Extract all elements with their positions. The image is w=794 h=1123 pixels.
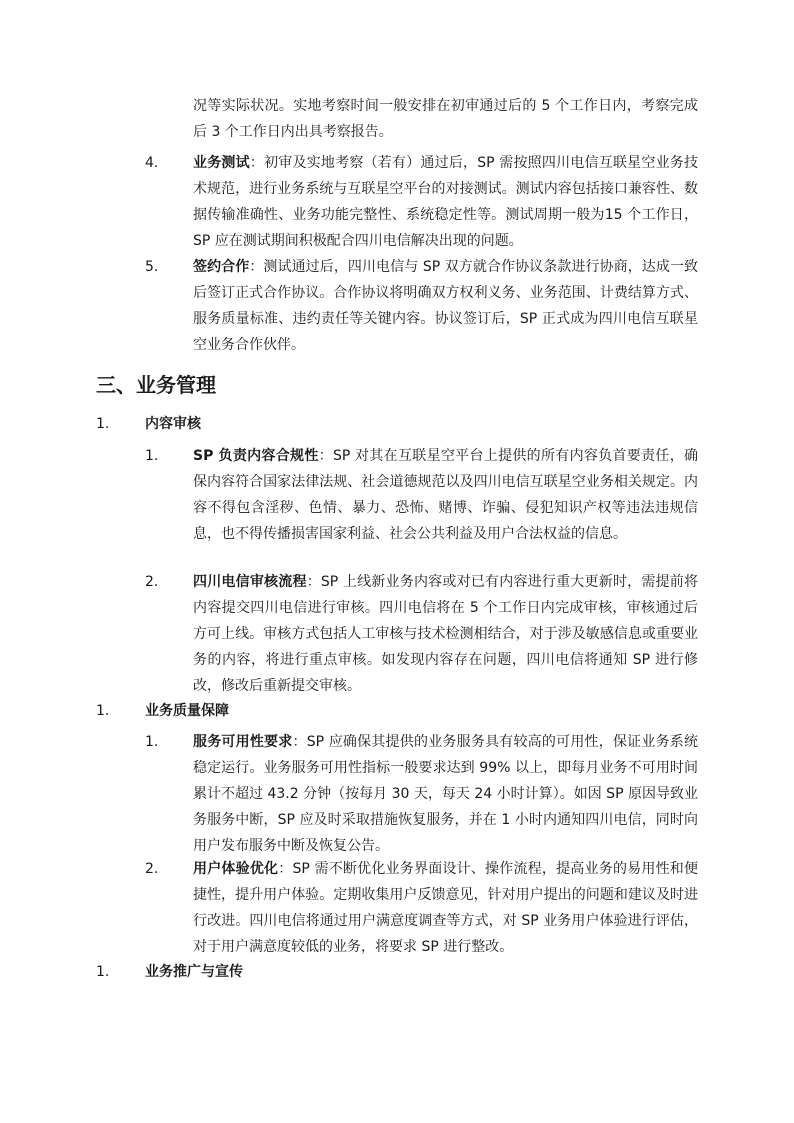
item-text: SP 对其在互联星空平台上提供的所有内容负首要责任，确保内容符合国家法律法规、社会道德规范以及四川电信互联星空业务相关规定。内容不得包含淫秽、色情、暴力、恐怖、赌博、诈骗、侵犯知识产权等违法违规信息，也不得传播损害国家利益、社会公共利益及用户合法权益的信息。 [193, 448, 699, 542]
item-separator: ： [306, 574, 321, 590]
item-paragraph [193, 729, 698, 859]
subsection-number: 1. [96, 416, 110, 432]
item-title: 服务可用性要求 [193, 734, 293, 750]
subsection-number: 1. [96, 703, 110, 719]
item-paragraph [193, 443, 698, 547]
item-title: 用户体验优化 [193, 861, 279, 877]
step-number: 5. [145, 259, 159, 275]
item-separator: ： [318, 448, 333, 464]
subsection-title: 业务质量保障 [145, 703, 229, 719]
item-number: 1. [145, 734, 159, 750]
step-paragraph [193, 150, 698, 254]
item-text: SP 需不断优化业务界面设计、操作流程，提高业务的易用性和便捷性，提升用户体验。定期收集用户反馈意见，针对用户提出的问题和建议及时进行改进。四川电信将通过用户满意度调查等方式，对 SP 业务用户体验进行评估，对于用户满意度较低的业务，将要求 SP 进行整改。 [193, 861, 699, 955]
subsection-title: 内容审核 [145, 416, 201, 432]
step-title: 签约合作 [193, 259, 250, 275]
item-title: 四川电信审核流程 [193, 574, 307, 590]
step-number: 4. [145, 155, 159, 171]
item-separator: ： [278, 861, 293, 877]
step-text: 测试通过后，四川电信与 SP 双方就合作协议条款进行协商，达成一致后签订正式合作协议。合作协议将明确双方权利义务、业务范围、计费结算方式、服务质量标准、违约责任等关键内容。协议签订后，SP 正式成为四川电信互联星空业务合作伙伴。 [193, 259, 699, 353]
continuation-paragraph: 况等实际状况。实地考察时间一般安排在初审通过后的 5 个工作日内，考察完成后 3 个工作日内出具考察报告。 [193, 98, 698, 140]
step-separator: ： [249, 155, 265, 171]
step-separator: ： [249, 259, 264, 275]
section-heading: 三、业务管理 [96, 373, 216, 397]
item-title: SP 负责内容合规性 [193, 448, 319, 464]
subsection-title: 业务推广与宣传 [145, 964, 243, 980]
item-paragraph [193, 856, 698, 960]
item-number: 2. [145, 574, 159, 590]
item-separator: ： [292, 734, 307, 750]
item-paragraph [193, 569, 698, 699]
item-number: 2. [145, 861, 159, 877]
step-text: 初审及实地考察（若有）通过后，SP 需按照四川电信互联星空业务技术规范，进行业务系统与互联星空平台的对接测试。测试内容包括接口兼容性、数据传输准确性、业务功能完整性、系统稳定性等。测试周期一般为15 个工作日，SP 应在测试期间积极配合四川电信解决出现的问题。 [193, 155, 699, 249]
item-text: SP 上线新业务内容或对已有内容进行重大更新时，需提前将内容提交四川电信进行审核。四川电信将在 5 个工作日内完成审核，审核通过后方可上线。审核方式包括人工审核与技术检测相结合，对于涉及敏感信息或重要业务的内容，将进行重点审核。如发现内容存在问题，四川电信将通知 SP 进行修改，修改后重新提交审核。 [193, 574, 699, 694]
step-title: 业务测试 [193, 155, 250, 171]
step-paragraph [193, 254, 698, 358]
item-number: 1. [145, 448, 159, 464]
item-text: SP 应确保其提供的业务服务具有较高的可用性，保证业务系统稳定运行。业务服务可用性指标一般要求达到 99% 以上，即每月业务不可用时间累计不超过 43.2 分钟（按每月 30 天，每天 24 小时计算）。如因 SP 原因导致业务服务中断，SP 应及时采取措施恢复服务，并在 1 小时内通知四川电信，同时向用户发布服务中断及恢复公告。 [193, 734, 699, 854]
subsection-number: 1. [96, 964, 110, 980]
